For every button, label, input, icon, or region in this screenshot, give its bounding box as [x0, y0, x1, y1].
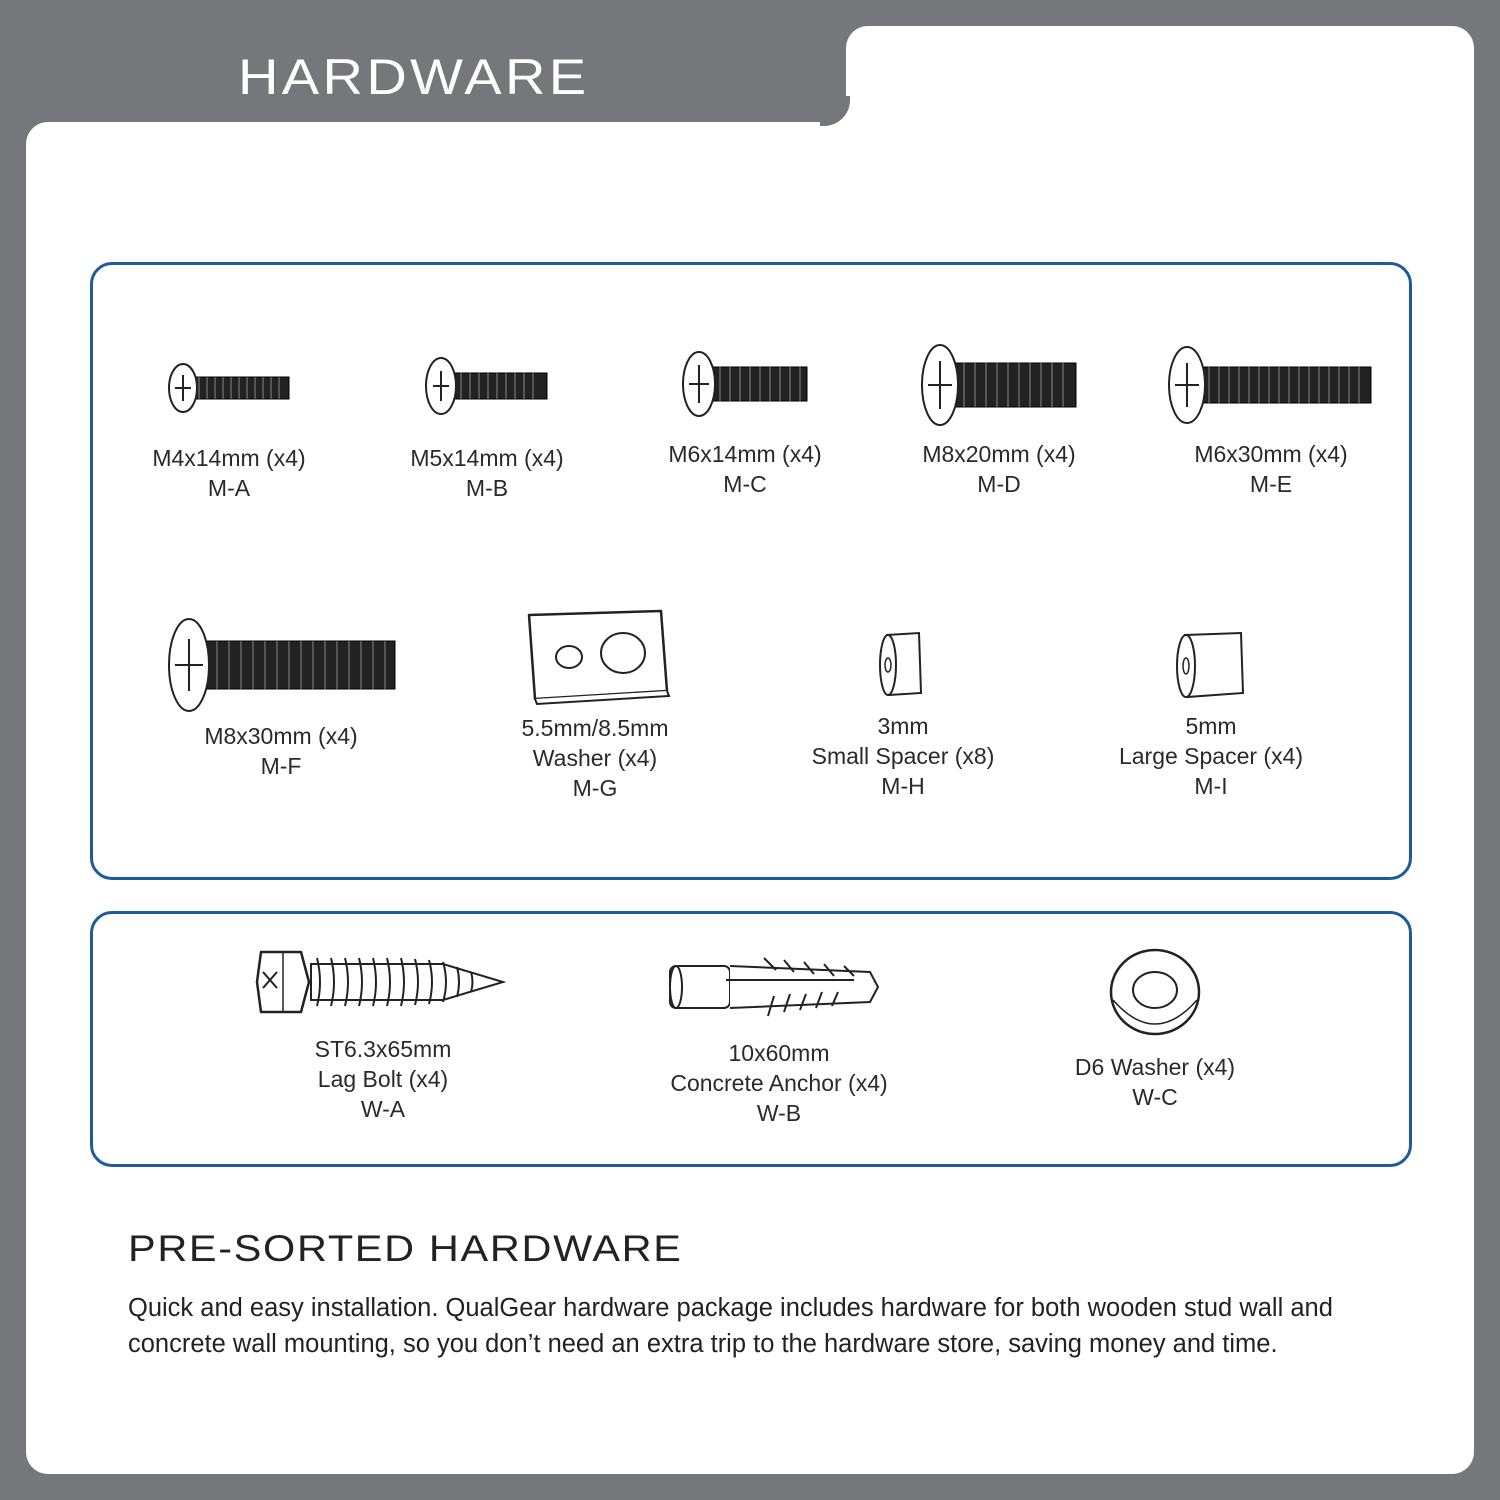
screw-icon	[914, 341, 1084, 429]
part-size: 10x60mm	[728, 1040, 830, 1066]
part-m-e	[1121, 341, 1421, 499]
part-m-b	[337, 349, 637, 503]
part-code: M-D	[977, 471, 1021, 497]
wall-hardware-panel	[90, 911, 1412, 1167]
part-size: 3mm	[877, 713, 929, 739]
part-size: 5mm	[1185, 713, 1237, 739]
mount-hardware-panel	[90, 262, 1412, 880]
part-m-i	[1061, 629, 1361, 801]
part-name: Concrete Anchor (x4)	[670, 1070, 888, 1096]
part-code: W-C	[1132, 1084, 1178, 1110]
part-size: D6 Washer (x4)	[1074, 1054, 1236, 1080]
part-w-a	[233, 942, 533, 1124]
part-m-d	[849, 341, 1149, 499]
part-size: ST6.3x65mm	[314, 1036, 452, 1062]
part-size: M8x20mm (x4)	[922, 441, 1076, 467]
washer-plate-icon	[515, 607, 675, 707]
part-code: M-E	[1249, 471, 1293, 497]
part-m-f	[131, 615, 431, 781]
part-size: M5x14mm (x4)	[410, 445, 564, 471]
part-m-a	[79, 353, 379, 503]
part-m-g	[445, 607, 745, 803]
part-code: M-H	[881, 773, 925, 799]
part-m-h	[753, 629, 1053, 801]
anchor-icon	[664, 944, 894, 1024]
part-code: M-C	[723, 471, 767, 497]
part-code: W-A	[360, 1096, 406, 1122]
part-w-b	[629, 944, 929, 1128]
screw-icon	[417, 349, 557, 423]
lag-bolt-icon	[253, 942, 513, 1022]
part-code: M-A	[207, 475, 251, 501]
header-tab-curve	[820, 96, 850, 126]
part-name: Large Spacer (x4)	[1118, 743, 1304, 769]
part-size: 5.5mm/8.5mm	[521, 715, 669, 741]
part-code: M-B	[465, 475, 509, 501]
screw-icon	[161, 615, 401, 715]
screw-icon	[159, 353, 299, 423]
screw-icon	[675, 345, 815, 423]
part-code: M-F	[260, 753, 302, 779]
header-tab-right	[846, 26, 1474, 166]
part-size: M6x14mm (x4)	[668, 441, 822, 467]
spacer-icon	[1171, 629, 1251, 701]
screw-icon	[1161, 341, 1381, 429]
part-size: M6x30mm (x4)	[1194, 441, 1348, 467]
part-size: M8x30mm (x4)	[204, 723, 358, 749]
part-name: Small Spacer (x8)	[811, 743, 995, 769]
part-code: W-B	[756, 1100, 802, 1126]
section-description: Quick and easy installation. QualGear hardware package includes hardware for both wooden stud wall and concrete wall mounting, so you don’t need an extra trip to the hardware store, saving money and time.	[128, 1294, 1333, 1358]
page-title: HARDWARE	[238, 49, 590, 105]
spacer-icon	[873, 629, 933, 699]
part-w-c	[1005, 948, 1305, 1112]
part-name: Washer (x4)	[532, 745, 658, 771]
section-heading: PRE-SORTED HARDWARE	[128, 1228, 683, 1269]
part-code: M-G	[572, 775, 618, 801]
part-name: Lag Bolt (x4)	[317, 1066, 449, 1092]
part-size: M4x14mm (x4)	[152, 445, 306, 471]
washer-icon	[1105, 948, 1205, 1038]
part-code: M-I	[1194, 773, 1228, 799]
